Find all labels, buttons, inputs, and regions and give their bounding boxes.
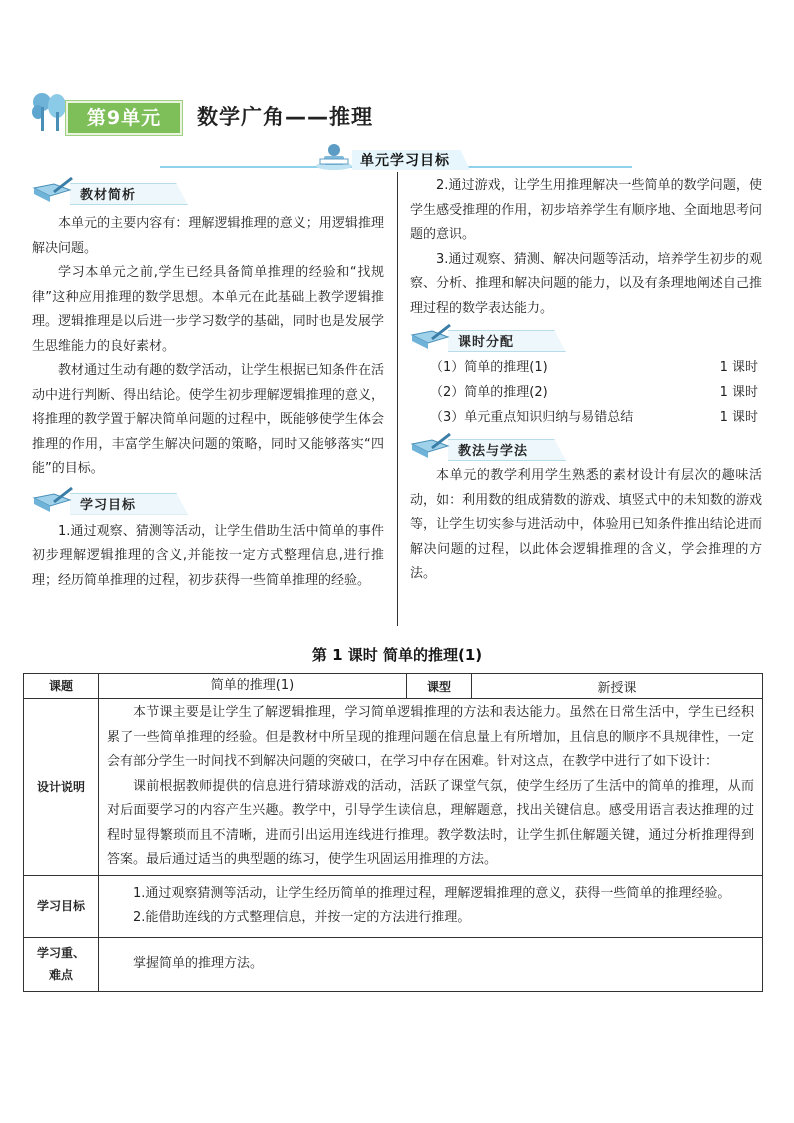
goals-content: [99, 875, 763, 937]
objectives-paragraph-1: 1.通过观察、猜测等活动，让学生借助生活中简单的事件初步理解逻辑推理的含义,并能按一定方式整理信息,进行推理；经历简单推理的过程，初步获得一些简单推理的经验。: [32, 523, 384, 588]
table-row: [24, 674, 763, 699]
column-divider: [397, 172, 398, 626]
reading-kid-icon: [312, 142, 356, 170]
type-value: 新授课: [472, 674, 763, 699]
schedule-lesson: （1）简单的推理(1): [430, 360, 548, 375]
table-row: [24, 699, 763, 876]
lesson-title: 第 1 课时 简单的推理(1): [311, 646, 483, 664]
schedule-lesson: （2）简单的推理(2): [430, 385, 548, 400]
type-label: 课型: [407, 674, 472, 699]
unit-badge: 第9单元: [66, 101, 182, 135]
material-paragraph-1: 本单元的主要内容有：理解逻辑推理的意义；用逻辑推理解决问题。: [32, 216, 384, 256]
book-pen-icon: [32, 486, 76, 516]
design-content: [99, 699, 763, 876]
goals-label: 学习目标: [24, 875, 99, 937]
schedule-list: [410, 355, 762, 430]
methods-paragraph: 本单元的教学利用学生熟悉的素材设计有层次的趣味活动，如：利用数的组成猜数的游戏、填竖式中的未知数的游戏等，让学生切实参与进活动中，体验用已知条件推出结论进而解决问题的过程，以此体会逻辑推理的含义，学会推理的方法。: [410, 468, 762, 581]
book-pen-icon: [410, 432, 454, 462]
schedule-item: [430, 355, 758, 380]
design-paragraph-2: 课前根据教师提供的信息进行猜球游戏的活动，活跃了课堂气氛，使学生经历了生活中的简单的推理，从而对后面要学习的内容产生兴趣。教学中，引导学生读信息，理解题意，找出关键信息。感受用语言表达推理的过程时显得繁琐而且不清晰，进而引出运用连线进行推理。教学数法时，让学生抓住解题关键，通过分析推理得到答案。最后通过适当的典型题的练习，使学生巩固运用推理的方法。: [107, 778, 754, 867]
objectives-paragraph-3: 3.通过观察、猜测、解决问题等活动，培养学生初步的观察、分析、推理和解决问题的能力，以及有条理地阐述自己推理过程的数学表达能力。: [410, 251, 762, 316]
unit-goals-heading: 单元学习目标: [360, 153, 450, 169]
design-label: 设计说明: [24, 699, 99, 876]
book-pen-icon: [32, 176, 76, 206]
objectives-heading: 学习目标: [32, 490, 384, 514]
schedule-lesson: （3）单元重点知识归纳与易错总结: [430, 410, 634, 425]
schedule-item: [430, 380, 758, 405]
key-points-label: 学习重、 难点: [24, 937, 99, 991]
schedule-item: [430, 405, 758, 430]
right-column: [410, 174, 762, 587]
material-paragraph-2: 学习本单元之前,学生已经具备简单推理的经验和“找规律”这种应用推理的数学思想。本单元在此基础上教学逻辑推理。逻辑推理是以后进一步学习数学的基础，同时也是发展学生思维能力的良好素材。: [32, 265, 384, 354]
objectives-paragraph-2: 2.通过游戏，让学生用推理解决一些简单的数学问题，使学生感受推理的作用，初步培养学生有顺序地、全面地思考问题的意识。: [410, 178, 762, 242]
schedule-heading: 课时分配: [410, 327, 762, 351]
tree-icon: [30, 92, 70, 134]
topic-label: 课题: [24, 674, 99, 699]
material-heading: 教材简析: [32, 180, 384, 204]
schedule-hours: 1 课时: [719, 385, 758, 400]
table-row: [24, 875, 763, 937]
goals-item-1: 1.通过观察猜测等活动，让学生经历简单的推理过程，理解逻辑推理的意义，获得一些简单的推理经验。: [133, 885, 731, 901]
goals-item-2: 2.能借助连线的方式整理信息，并按一定的方法进行推理。: [133, 910, 471, 925]
design-paragraph-1: 本节课主要是让学生了解逻辑推理，学习简单逻辑推理的方法和表达能力。虽然在日常生活中，学生已经积累了一些简单推理的经验。但是教材中所呈现的推理问题在信息量上有所增加，且信息的顺序不具规律性，一定会有部分学生一时间找不到解决问题的突破口，在学习中存在困难。针对这点，在教学中进行了如下设计：: [107, 705, 754, 769]
topic-value: 简单的推理(1): [99, 674, 407, 699]
table-row: [24, 937, 763, 991]
schedule-hours: 1 课时: [719, 410, 758, 425]
material-paragraph-3: 教材通过生动有趣的数学活动，让学生根据已知条件在活动中进行判断、得出结论。使学生初步理解逻辑推理的意义，将推理的教学置于解决简单问题的过程中，既能够使学生体会推理的作用，丰富学生解决问题的策略，同时又能够落实“四能”的目标。: [32, 363, 384, 476]
key-points-value: 掌握简单的推理方法。: [99, 937, 763, 991]
schedule-hours: 1 课时: [719, 360, 758, 375]
lesson-plan-table: [23, 673, 763, 992]
methods-heading: 教法与学法: [410, 436, 762, 460]
left-column: [32, 180, 384, 593]
book-pen-icon: [410, 323, 454, 353]
unit-title: 数学广角——推理: [197, 105, 373, 129]
